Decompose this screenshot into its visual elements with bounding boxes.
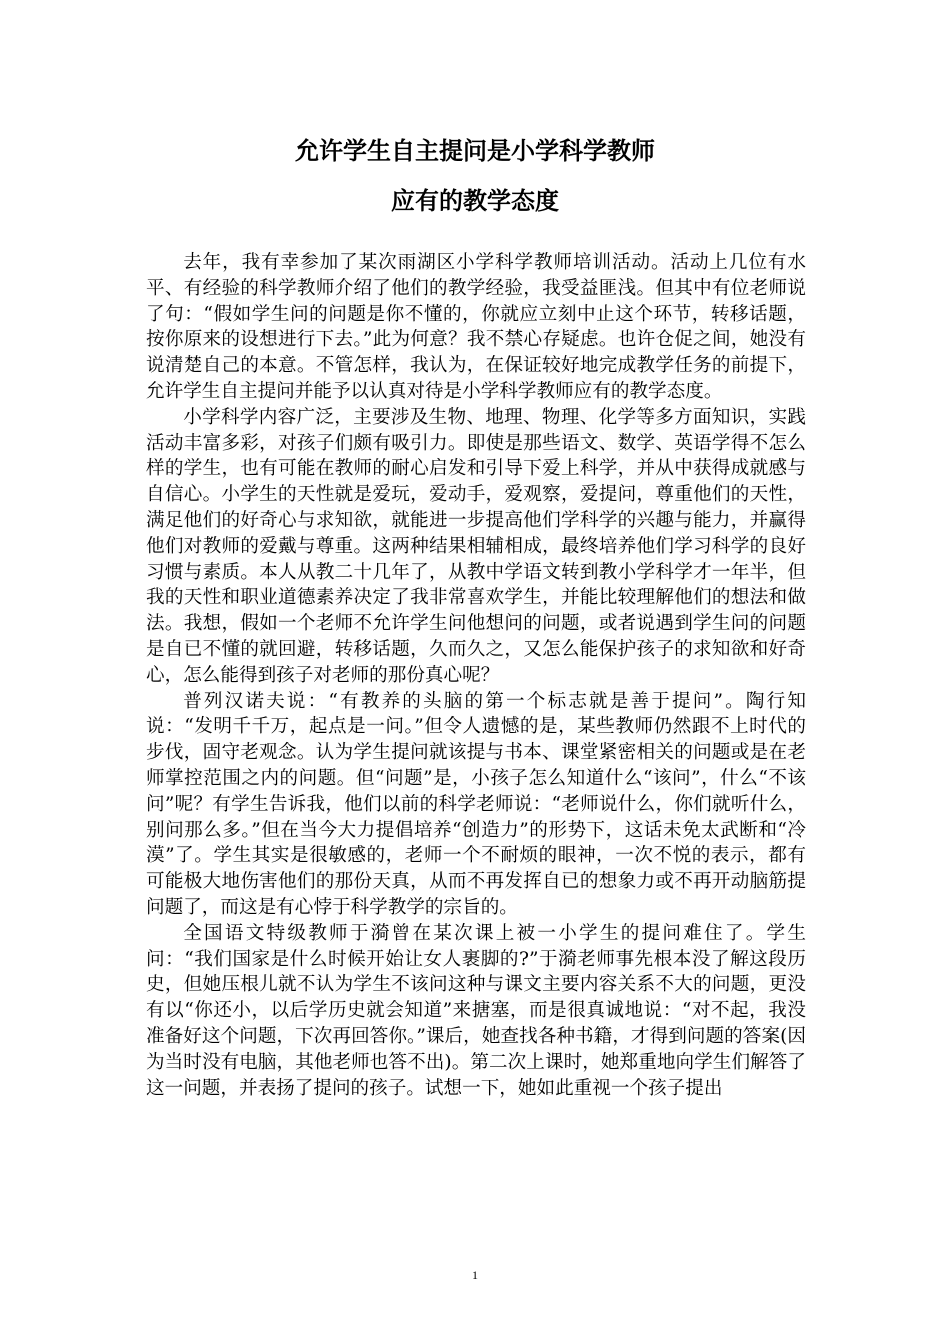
paragraph: 全国语文特级教师于漪曾在某次课上被一小学生的提问难住了。学生问：“我们国家是什么时候开始让女人裹脚的?”于漪老师事先根本没了解这段历史，但她压根儿就不认为学生不该问这种与课文主要内容关系不大的问题，更没有以“你还小，以后学历史就会知道”来搪塞，而是很真诚地说：“对不起，我没准备好这个问题，下次再回答你。”课后，她查找各种书籍，才得到问题的答案(因为当时没有电脑，其他老师也答不出)。第二次上课时，她郑重地向学生们解答了这一问题，并表扬了提问的孩子。试想一下，她如此重视一个孩子提出	[146, 922, 806, 1099]
paragraph: 普列汉诺夫说：“有教养的头脑的第一个标志就是善于提问”。陶行知说：“发明千千万，起点是一问。”但令人遗憾的是，某些教师仍然跟不上时代的步伐，固守老观念。认为学生提问就该提与书本、课堂紧密相关的问题或是在老师掌控范围之内的问题。但“问题”是，小孩子怎么知道什么“该问”，什么“不该问”呢？有学生告诉我，他们以前的科学老师说：“老师说什么，你们就听什么，别问那么多。”但在当今大力提倡培养“创造力”的形势下，这话未免太武断和“冷漠”了。学生其实是很敏感的，老师一个不耐烦的眼神，一次不悦的表示，都有可能极大地伤害他们的那份天真，从而不再发挥自已的想象力或不再开动脑筋提问题了，而这是有心悖于科学教学的宗旨的。	[146, 690, 806, 918]
document-title-line-2: 应有的教学态度	[391, 187, 559, 215]
document-body	[146, 250, 806, 1101]
page-number: 1	[472, 1268, 478, 1282]
paragraph: 去年，我有幸参加了某次雨湖区小学科学教师培训活动。活动上几位有水平、有经验的科学教师介绍了他们的教学经验，我受益匪浅。但其中有位老师说了句：“假如学生问的问题是你不懂的，你就应立刻中止这个环节，转移话题，按你原来的设想进行下去。”此为何意？我不禁心存疑虑。也许仓促之间，她没有说清楚自己的本意。不管怎样，我认为，在保证较好地完成教学任务的前提下，允许学生自主提问并能予以认真对待是小学科学教师应有的教学态度。	[146, 252, 806, 402]
paragraph: 小学科学内容广泛，主要涉及生物、地理、物理、化学等多方面知识，实践活动丰富多彩，对孩子们颇有吸引力。即使是那些语文、数学、英语学得不怎么样的学生，也有可能在教师的耐心启发和引导下爱上科学，并从中获得成就感与自信心。小学生的天性就是爱玩，爱动手，爱观察，爱提问，尊重他们的天性，满足他们的好奇心与求知欲，就能进一步提高他们学科学的兴趣与能力，并赢得他们对教师的爱戴与尊重。这两种结果相辅相成，最终培养他们学习科学的良好习惯与素质。本人从教二十几年了，从教中学语文转到教小学科学才一年半，但我的天性和职业道德素养决定了我非常喜欢学生，并能比较理解他们的想法和做法。我想，假如一个老师不允许学生问他想问的问题，或者说遇到学生问的问题是自已不懂的就回避，转移话题，久而久之，又怎么能保护孩子的求知欲和好奇心，怎么能得到孩子对老师的那份真心呢？	[146, 406, 806, 686]
document-title-line-1: 允许学生自主提问是小学科学教师	[295, 137, 655, 165]
